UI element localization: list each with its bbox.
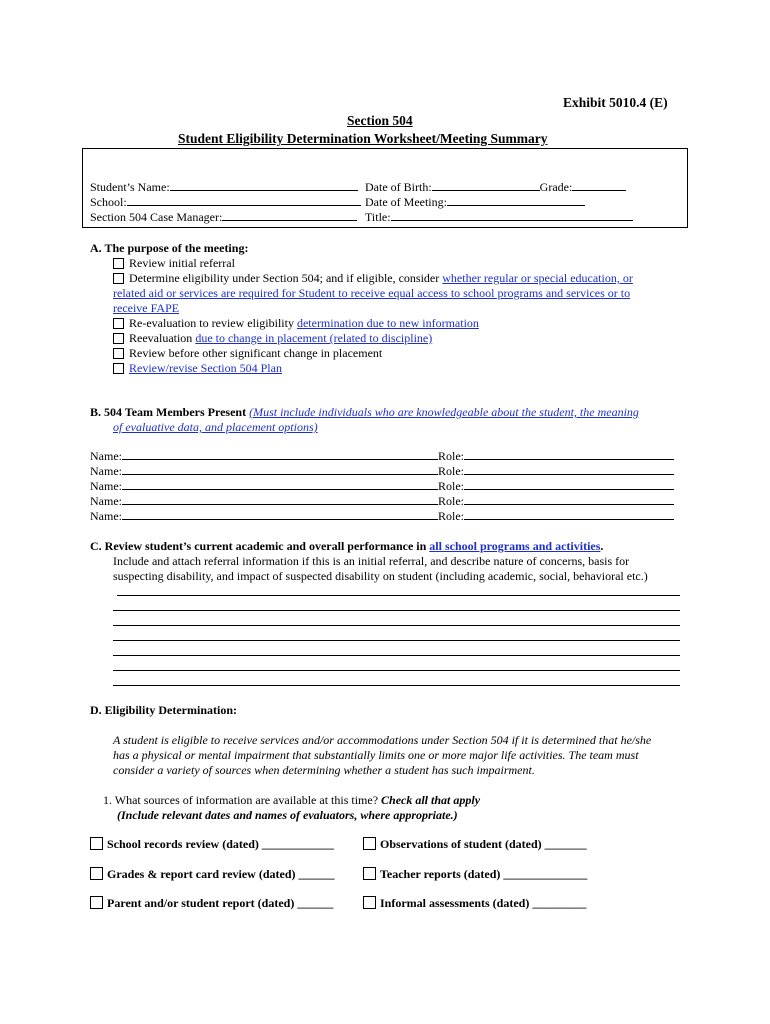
team-member-row[interactable]: Name: Role: (90, 464, 674, 479)
response-line[interactable] (113, 640, 680, 641)
checkbox[interactable] (113, 348, 124, 359)
response-line[interactable] (113, 655, 680, 656)
link[interactable]: (Must include individuals who are knowledgeable about the student, the meaning (249, 405, 639, 419)
source-option[interactable]: Parent and/or student report (dated) ______ (90, 896, 333, 911)
purpose-option[interactable]: Reevaluation due to change in placement (related to discipline) (113, 331, 432, 346)
purpose-option[interactable]: Re-evaluation to review eligibility determination due to new information (113, 316, 479, 331)
link[interactable]: determination due to new information (296, 316, 479, 330)
response-line[interactable] (117, 595, 680, 596)
link[interactable]: related aid or services are required for Student to receive equal access to school programs and services or to (113, 286, 631, 300)
checkbox[interactable] (113, 258, 124, 269)
source-option[interactable]: Informal assessments (dated) _________ (363, 896, 586, 911)
response-line[interactable] (113, 685, 680, 686)
exhibit-number: Exhibit 5010.4 (E) (563, 95, 668, 110)
question-1-note: (Include relevant dates and names of evaluators, where appropriate.) (117, 808, 458, 822)
case-manager-field[interactable]: Section 504 Case Manager: (90, 210, 357, 225)
section-a-heading: A. The purpose of the meeting: (90, 241, 249, 255)
team-member-row[interactable]: Name: Role: (90, 494, 674, 509)
checkbox[interactable] (90, 867, 103, 880)
checkbox[interactable] (113, 363, 124, 374)
source-option[interactable]: Grades & report card review (dated) ______ (90, 867, 335, 882)
link[interactable]: all school programs and activities (429, 539, 601, 553)
checkbox[interactable] (113, 273, 124, 284)
checkbox[interactable] (90, 896, 103, 909)
source-option[interactable]: Teacher reports (dated) ______________ (363, 867, 587, 882)
purpose-option[interactable]: Determine eligibility under Section 504; and if eligible, consider whether regular or special education, or (113, 271, 633, 286)
source-option[interactable]: Observations of student (dated) _______ (363, 837, 587, 852)
section-title: Section 504 (347, 113, 413, 128)
response-line[interactable] (113, 625, 680, 626)
eligibility-definition: A student is eligible to receive services and/or accommodations under Section 504 if it is determined that he/she (113, 733, 652, 747)
checkbox[interactable] (113, 318, 124, 329)
section-c-instructions: Include and attach referral information if this is an initial referral, and describe nature of concerns, basis for (113, 554, 630, 568)
checkbox[interactable] (363, 867, 376, 880)
checkbox[interactable] (113, 333, 124, 344)
team-member-row[interactable]: Name: Role: (90, 509, 674, 524)
eligibility-definition: has a physical or mental impairment that substantially limits one or more major life activities. The team must (113, 748, 639, 762)
dob-field[interactable]: Date of Birth: Grade: (365, 180, 626, 195)
section-c-instructions: suspecting disability, and impact of suspected disability on student (including academic, social, behavioral etc.) (113, 569, 648, 583)
section-d-heading: D. Eligibility Determination: (90, 703, 237, 717)
link[interactable]: of evaluative data, and placement options) (113, 420, 318, 434)
page-title: Student Eligibility Determination Worksheet/Meeting Summary (178, 131, 548, 146)
meeting-date-field[interactable]: Date of Meeting: (365, 195, 585, 210)
link[interactable]: Review/revise Section 504 Plan (129, 361, 282, 375)
checkbox[interactable] (363, 896, 376, 909)
link[interactable]: whether regular or special education, or (442, 271, 633, 285)
purpose-option[interactable]: Review initial referral (113, 256, 235, 271)
team-member-row[interactable]: Name: Role: (90, 479, 674, 494)
eligibility-definition: consider a variety of sources when determining whether a student has such impairment. (113, 763, 535, 777)
checkbox[interactable] (363, 837, 376, 850)
link[interactable]: due to change in placement (related to discipline) (195, 331, 433, 345)
school-field[interactable]: School: (90, 195, 361, 210)
response-line[interactable] (113, 610, 680, 611)
purpose-option[interactable]: Review before other significant change in placement (113, 346, 382, 361)
section-c-heading: C. Review student’s current academic and overall performance in all school programs and activities. (90, 539, 604, 553)
team-member-row[interactable]: Name: Role: (90, 449, 674, 464)
purpose-option[interactable] (113, 361, 282, 376)
question-1: 1. What sources of information are available at this time? Check all that apply (103, 793, 481, 807)
checkbox[interactable] (90, 837, 103, 850)
response-line[interactable] (113, 670, 680, 671)
link[interactable]: receive FAPE (113, 301, 180, 315)
section-b-heading: B. 504 Team Members Present (Must include individuals who are knowledgeable about the student, the meaning (90, 405, 639, 419)
source-option[interactable]: School records review (dated) ____________ (90, 837, 334, 852)
title-field[interactable]: Title: (365, 210, 633, 225)
student-name-field[interactable]: Student’s Name: (90, 180, 358, 195)
